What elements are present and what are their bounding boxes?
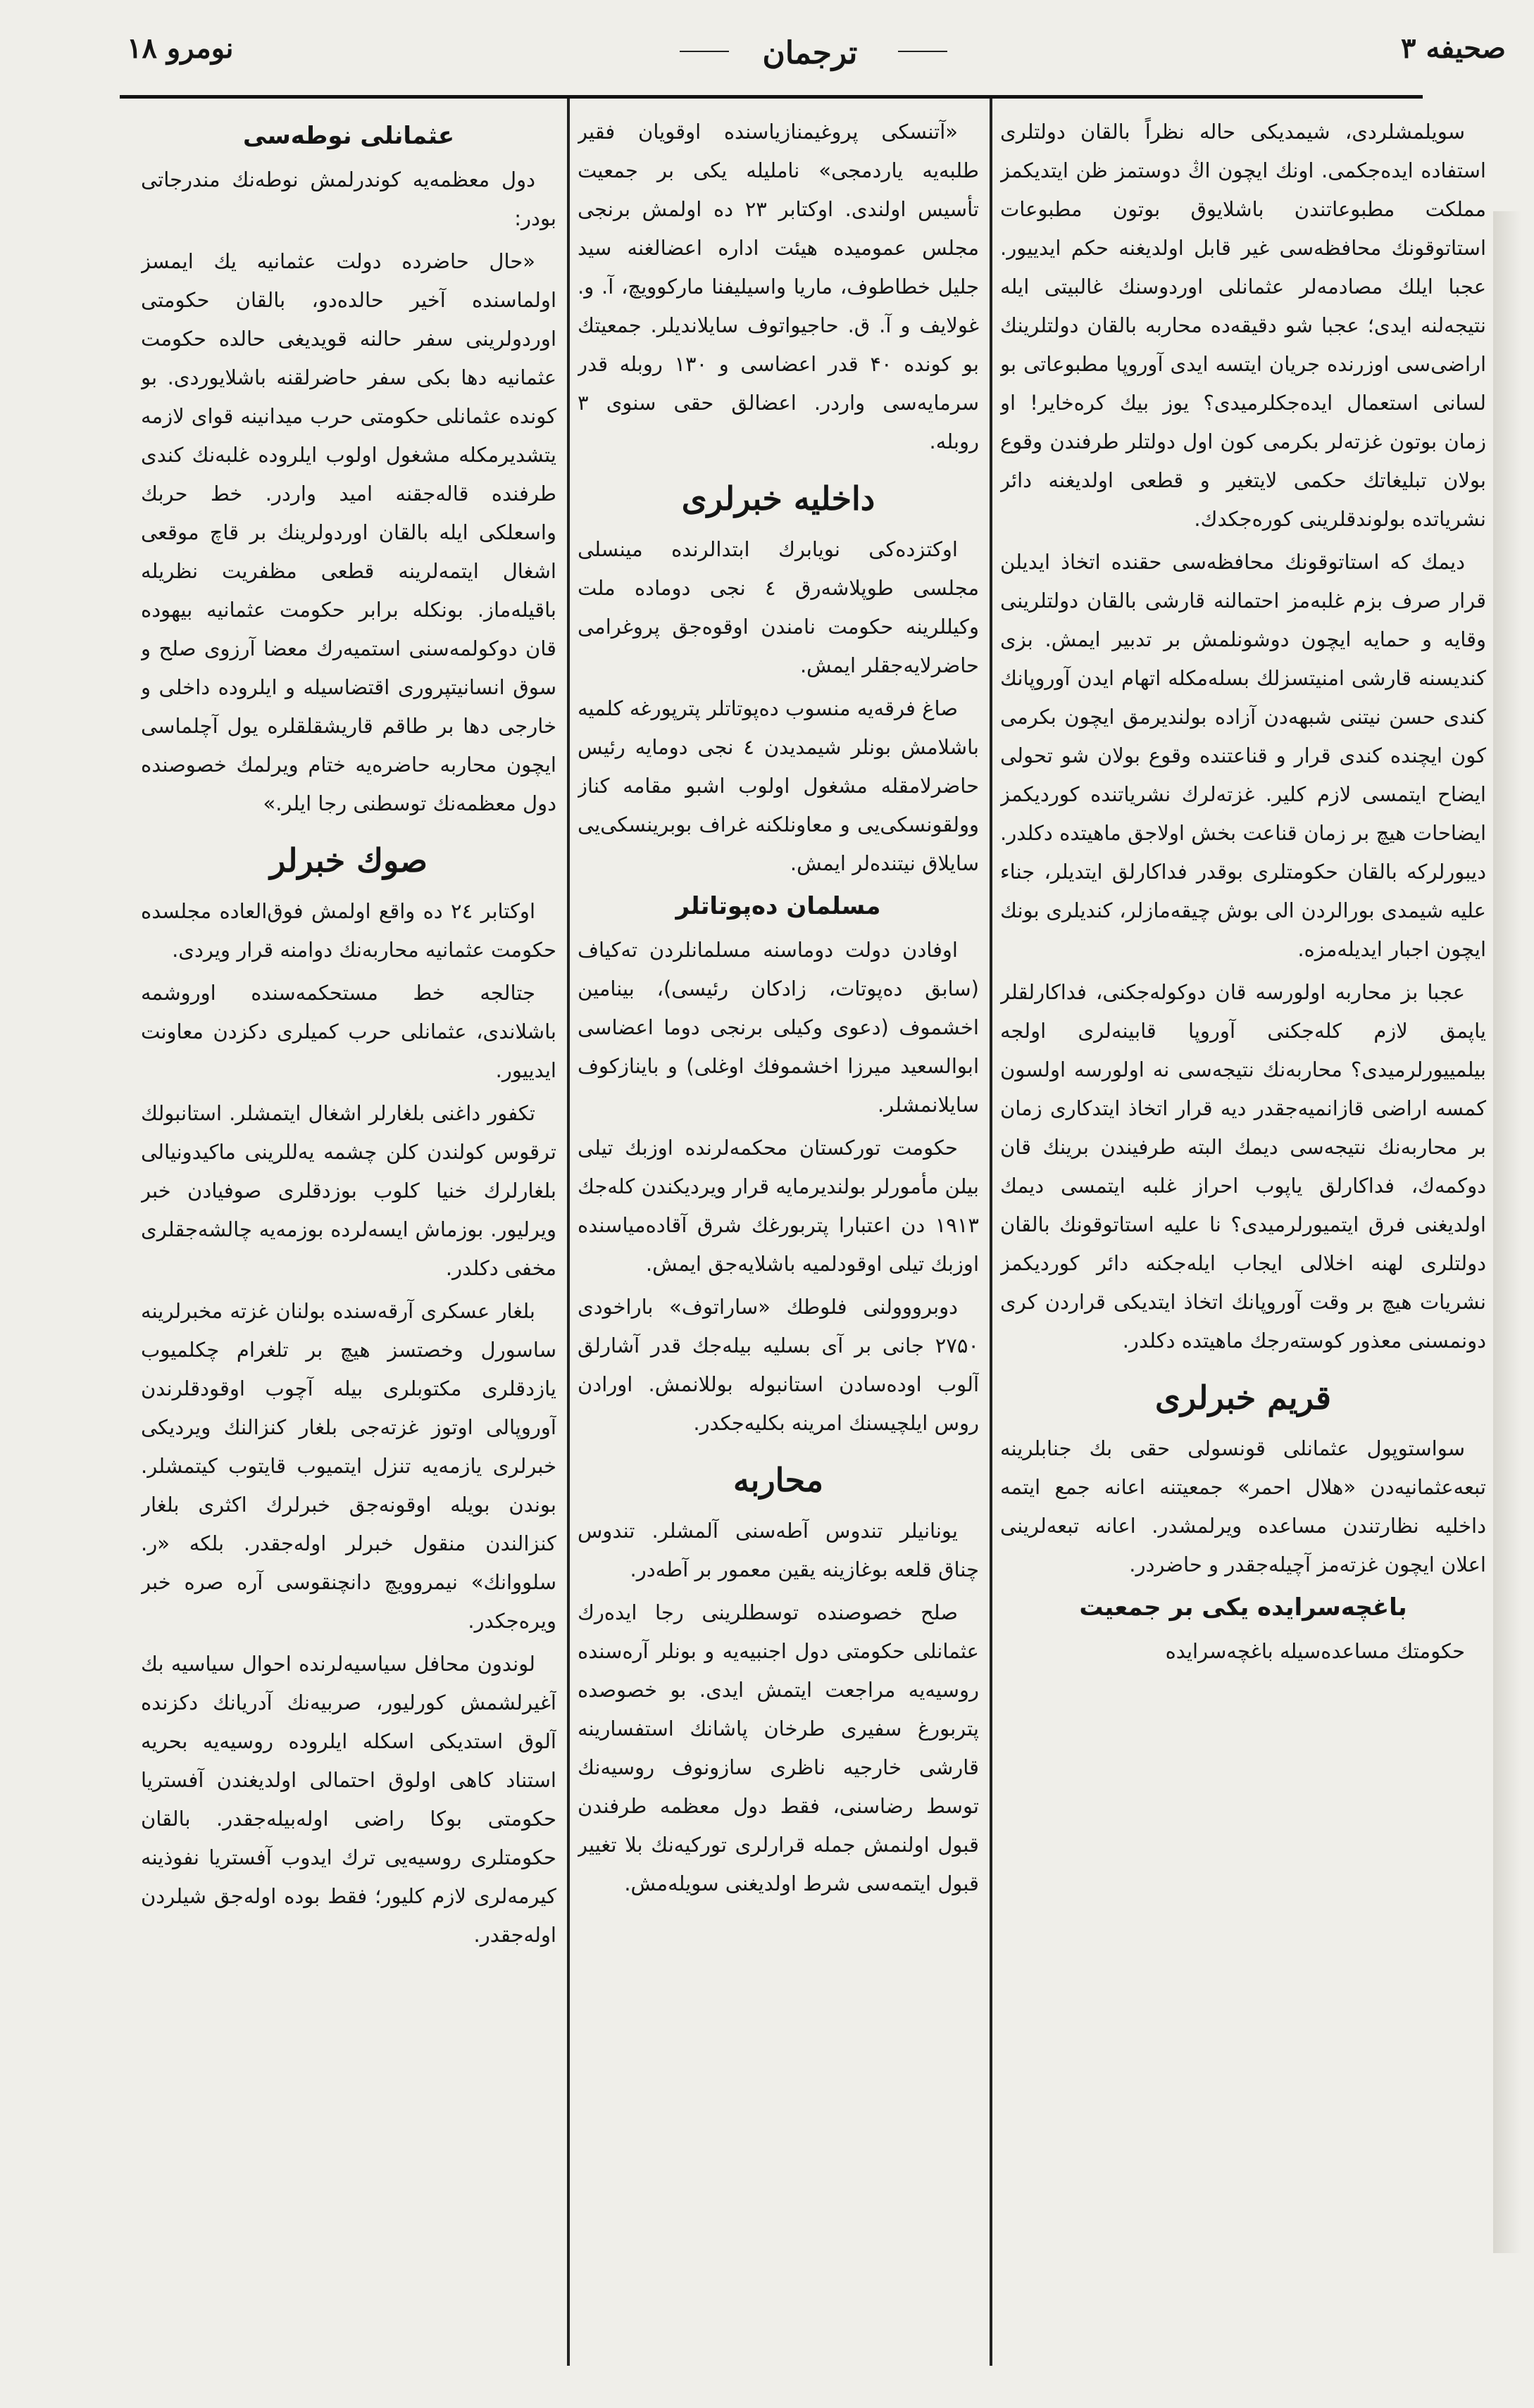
news-item: یونانیلر تندوس آطەسنی آلمشلر. تندوس چناق قلعه بوغازینه یقین معمور بر آطەدر. — [578, 1519, 979, 1581]
column-rule-right — [990, 99, 992, 2366]
column-left — [141, 113, 556, 2359]
section-heading-domestic: داخلیه خبرلری — [681, 479, 875, 518]
ornament-right — [898, 51, 947, 52]
news-item: صاغ فرقەیه منسوب دەپوتاتلر پترپورغه کلمیه باشلامش بونلر شیمدیدن ٤ نجی دومایه رئیس حاضرلامقله مشغول اولوب اشبو مقامه کناز وولقونسکی‌یی و معاونلکنه غراف بوبرینسکی‌یی سایلاق نیتنده‌لر ایمش. — [578, 696, 979, 875]
news-item: سواستوپول عثمانلی قونسولی حقی بك جنابلرینه تبعه‌عثمانیه‌دن «هلال احمر» جمعیتنه اعانه جمع ایتمه داخلیه نظارتندن مساعده ویرلمشدر. اعانه تبعه‌لرینی اعلان ایچون غزتەمز آچیلەجقدر و حاضردر. — [1000, 1436, 1486, 1576]
news-item: تکفور داغنی بلغارلر اشغال ایتمشلر. استانبولك ترقوس کولندن کلن چشمه یه‌للرینی ماکیدونیالی بلغارلرك خنیا کلوب بوزدقلری صوفیادن خبر ویرلیور. بوزماش ایسەلرده بوزمه‌یه چالشەجقلری مخفی دکلدر. — [141, 1101, 556, 1280]
news-item: حکومت توركستان محکمەلرنده اوزبك تیلی بیلن مأمورلر بولندیرمایه قرار ویردیکندن کلەجك ۱۹۱۳ دن اعتبارا پتربورغك شرق آقادەمیاسنده اوزبك تیلی اوقودلمیه باشلایەجق ایمش. — [578, 1136, 979, 1276]
issue-number: نومرو ۱۸ — [127, 32, 234, 65]
section-heading-crimea: قریم خبرلری — [1155, 1379, 1331, 1417]
news-item: حکومتك مساعدەسیله باغچەسرایده — [1165, 1639, 1465, 1663]
page-edge-shadow — [1493, 211, 1521, 2253]
article-paragraph: سویلمشلردی، شیمدیکی حاله نظراً بالقان دولتلری استفاده ایدەجکمی. اونك ایچون اڭ دوستمز ظن ایتدیکمز مملکت مطبوعاتندن باشلایوق بوتون مطبوعات استاتوقونك محافظه‌سی غیر قابل اولدیغنه حکم ایدییور. عجبا ایلك مصادمەلر عثمانلی اوردوسنك غالبیتی ایله نتیجەلنه ایدی؛ عجبا شو دقیقەده محاربه بالقان دولتلرینك اراضی‌سی اوزرنده جریان ایتسه ایدی آوروپا مطبوعاتی بو لسانی استعمال ایدەجکلرمیدی؟ یوز بیك کرەخایر! او زمان بوتون غزتەلر بکرمی کون اول دولتلر طرفندن وقوع بولان تبلیغاتك حکمی لایتغیر و قطعی اولدیغنه دائر نشریاتده بولوندقلرینی کورەجکدك. — [1000, 120, 1486, 531]
header-rule — [120, 95, 1423, 99]
section-heading-ottoman-note: عثمانلی نوطه‌سی — [242, 122, 455, 150]
column-right — [1000, 113, 1486, 2359]
section-heading-war: محاربه — [732, 1461, 824, 1499]
subheading-bakhchisaray: باغچەسرایده یکی بر جمعیت — [1079, 1593, 1407, 1622]
news-item: اوکتزدەکی نویابرك ابتدالرنده مینسلی مجلسی طوپلاشەرق ٤ نجی دوماده ملت وکیللرینه حکومت نامندن اوقوەجق پروغرامی حاضرلایه‌جقلر ایمش. — [578, 537, 979, 677]
subheading-muslim-deputies: مسلمان دەپوتاتلر — [675, 892, 881, 920]
news-item: جتالجه خط مستحکمه‌سنده اوروشمه باشلاندی، عثمانلی حرب کمیلری دکزدن معاونت ایدییور. — [141, 981, 556, 1082]
news-item: بلغار عسکری آرقەسنده بولنان غزته مخبرلرینه ساسورل وخصتسز هیچ بر تلغرام چکلمیوب یازدقلری مکتوبلری بیله آچوب اوقودقلرندن آوروپالی اوتوز غزتەجی بلغار کنزالنك ویردیکی خبرلری یازمه‌یه تنزل ایتمیوب قایتوب کیتمشلر. بوندن بویله اوقونەجق خبرلرك اکثری بلغار کنزالندن منقول خبرلر اولەجقدر. بلکه «ر. سلووانك» نیمروویچ دانچنقوسی آره صره خبر ویره‌جکدر. — [141, 1299, 556, 1633]
news-item: اوفادن دولت دوماسنه مسلمانلردن تەکیاف (سابق دەپوتات، زادکان رئیسی)، بینامین اخشموف (دعوی وکیلی برنجی دوما اعضاسی ابوالسعید میرزا اخشموفك اوغلی) و باینازکوف سایلانمشلر. — [578, 938, 979, 1117]
page-number: صحیفه ۳ — [1401, 32, 1506, 65]
masthead — [0, 0, 1534, 106]
article-paragraph: «حال حاضرده دولت عثمانیه یك ایمسز اولماسنده آخیر حالده‌دو، بالقان حکومتی اوردولرینی سفر حالنه قویدیغی حالده حکومت عثمانیه دها بکی سفر حاضرلقنه باشلایوردی. بو کونده عثمانلی حکومتی حرب میدانینه قوای لازمه یتشدیرمکله مشغول اولوب ایلروده غلبه‌نك کندی طرفنده قالەجقنه امید واردر. خط حربك واسعلکی ایله بالقان اوردولرینك بر قاچ موقعی اشغال ایتمەلرینه قطعی مظفریت نظریله باقیلەماز. بونکله برابر حکومت عثمانیه بیهوده قان دوکولمه‌سنی استمیەرك معضا آرزوی صلح و سوق انسانیتپروری اقتضاسیله و ایلروده داخلی و خارجی دها بر طاقم قاریشقلقلره یول آچلماسی ایچون محاربه حاضره‌یه ختام ویرلمك خصوصنده دول معظمەنك توسطنی رجا ایلر.» — [141, 249, 556, 815]
article-paragraph: عجبا بز محاربه اولورسه قان دوکولەجکنی، فداکارلقلر یاپمق لازم کلەجکنی آوروپا قابینەلری اولجه بیلمییورلرمیدی؟ محاربەنك نتیجه‌سی نه اولورسه اولسون کمسه اراضی قازانمیەجقدر دیه قرار اتخاذ ایتدکاری زمان بر محاربەنك نتیجه‌سی دیمك البته طرفیندن برینك قان دوکمەك، فداکارلق یاپوب احراز غلبه ایتمسی دیمك اولدیغنی فرق ایتمیورلرمیدی؟ نا علیه استاتوقونك بالقان دولتلری لهنه اخلالی ایجاب ایلەجکنه دائر کوردیکمز نشریات هیچ بر وقت آوروپانك اتخاذ ایتدیکی قراردن کری دونمسنی معذور کوستەرجك ماهیتده دکلدر. — [1000, 980, 1486, 1353]
column-middle — [578, 113, 979, 2359]
article-paragraph: دیمك که استاتوقونك محافظه‌سی حقنده اتخاذ ایدیلن قرار صرف بزم غلبه‌مز احتمالنه قارشی بالقان دولتلرینی وقایه و حمایه ایچون دوشونلمش بر تدبیر ایمش. بزی کندیسنه قارشی امنیتسزلك بسلەمکله اتهام ایدن آوروپانك کندی حسن نیتنی شبهەدن آزاده بولندیرمق ایچون بکرمی کون ایچنده کندی قرار و قناعتنده وقوع بولان شو تحولی ایضاح ایتمسی لازم کلیر. غزتەلرك نشریاتنده کوردیکمز ایضاحات هیچ بر زمان قناعت بخش اولاجق ماهیتده دکلدر. دیبورلرکه بالقان حکومتلری بوقدر فداکارلق ایتدیلر، جناء علیه شیمدی بورالردن الی بوش چیقەمازلر، کندیلری بونك ایچون اجبار ایدیله‌مزه. — [1000, 550, 1486, 961]
news-item: صلح خصوصنده توسطلرینی رجا ایدەرك عثمانلی حکومتی دول اجنبیه‌یه و بونلر آرەسنده روسیه‌یه مراجعت ایتمش ایدی. بو خصوصده پتربورغ سفیری طرخان پاشانك استفسارینه قارشی خارجیه ناظری سازونوف روسیەنك توسط رضاسنی، فقط دول معظمه طرفندن قبول اولنمش جمله قرارلری تورکیەنك بلا تغییر قبول ایتمه‌سی شرط اولدیغنی سویلەمش. — [578, 1600, 979, 1895]
article-lead: دول معظمه‌یه کوندرلمش نوطه‌نك مندرجاتی بودر: — [141, 168, 556, 230]
news-item: لوندون محافل سیاسیه‌لرنده احوال سیاسیه بك آغیرلشمش کورلیور، صربیه‌نك آدریانك دکزنده آلوق استدیکی اسکله ایلروده روسیه‌یه بحریه استناد کاهی اولوق احتمالی اولدیغندن آفستریا حکومتی بوکا راضی اوله‌بیلەجقدر. بالقان حکومتلری روسیه‌یی ترك ایدوب آفستریا نفوذینه کیرمەلری لازم کلیور؛ فقط بوده اوله‌جق شیلردن اولەجقدر. — [141, 1652, 556, 1947]
news-item: دوبرووولنی فلوطك «ساراتوف» باراخودی ۲۷۵۰ جانی بر آی بسلیه بیلەجك قدر آشارلق آلوب اودەسادن استانبوله بوللانمش. اورادن روس ایلچیسنك امرینه بکلیه‌جکدر. — [578, 1295, 979, 1435]
paper-title: ترجمان — [762, 35, 858, 71]
news-item: اوکتابر ۲٤ ده واقع اولمش فوق‌العاده مجلسده حکومت عثمانیه محاربەنك دوامنه قرار ویردی. — [141, 899, 556, 962]
column-rule-left — [567, 99, 570, 2366]
article-paragraph: «آتنسکی پروغیمنازیاسنده اوقویان فقیر طلبه‌یه یاردمجی» ناملیله یکی بر جمعیت تأسیس اولندی. اوکتابر ۲۳ ده اولمش برنجی مجلس عمومیده هیئت اداره اعضالغنه سید جلیل خطاطوف، ماریا واسیلیفنا مارکوویچ، آ. و. غولایف و آ. ق. حاجیواتوف سایلاندیلر. جمعیتك بو کونده ۴۰ قدر اعضاسی و ۱۳۰ روبله قدر سرمایه‌سی واردر. اعضالق حقی سنوی ۳ روبله. — [578, 120, 979, 453]
section-heading-latest-news: صوك خبرلر — [270, 841, 428, 879]
